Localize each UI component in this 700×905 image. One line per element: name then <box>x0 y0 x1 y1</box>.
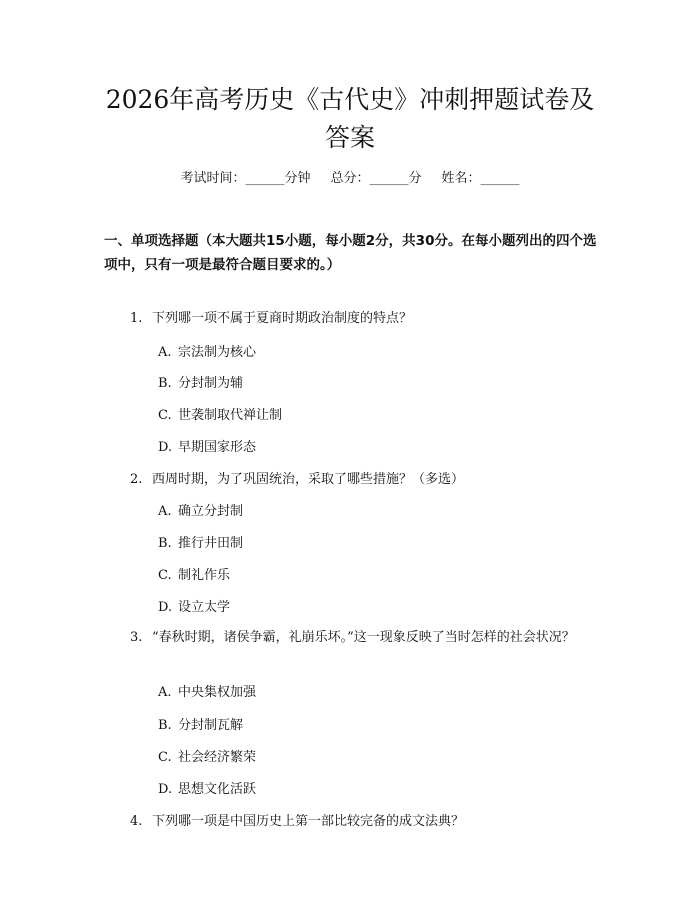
option-3a <box>158 683 256 703</box>
option-1b <box>158 374 243 394</box>
page-title: 2026年高考历史《古代史》冲刺押题试卷及 <box>105 85 595 114</box>
question-number: 4. <box>130 814 143 829</box>
option-label: A. <box>158 504 172 519</box>
option-3d <box>158 780 256 800</box>
option-1a <box>158 343 256 363</box>
option-2a <box>158 502 243 522</box>
option-label: C. <box>158 408 172 423</box>
exam-time-field: 考试时间：______分钟 <box>180 171 311 186</box>
option-label: A. <box>158 685 172 700</box>
option-text: 设立太学 <box>178 600 231 615</box>
option-1c <box>158 406 282 426</box>
exam-meta <box>0 167 700 186</box>
option-text: 思想文化活跃 <box>178 782 257 797</box>
option-text: 确立分封制 <box>178 504 244 519</box>
option-2c <box>158 566 230 586</box>
section-heading: 一、单项选择题（本大题共15小题，每小题2分，共30分。在每小题列出的四个选项中，只有一项是最符合题目要求的。） <box>104 233 597 273</box>
option-2d <box>158 598 230 618</box>
option-text: 分封制瓦解 <box>178 718 244 733</box>
option-label: B. <box>158 718 172 733</box>
question-number: 2. <box>130 472 143 487</box>
option-label: C. <box>158 750 172 765</box>
question-text: “春秋时期，诸侯争霸，礼崩乐坏。”这一现象反映了当时怎样的社会状况？ <box>152 630 575 645</box>
option-text: 世袭制取代禅让制 <box>178 408 283 423</box>
option-text: 宗法制为核心 <box>178 345 257 360</box>
option-label: B. <box>158 536 172 551</box>
option-label: D. <box>158 440 173 455</box>
question-3 <box>130 626 605 650</box>
question-4 <box>130 810 605 834</box>
total-score-field: 总分：______分 <box>330 171 422 186</box>
option-3c <box>158 748 256 768</box>
question-2 <box>130 468 605 492</box>
option-text: 推行井田制 <box>178 536 244 551</box>
option-text: 中央集权加强 <box>178 685 257 700</box>
option-text: 早期国家形态 <box>178 440 257 455</box>
name-field: 姓名：______ <box>441 171 520 186</box>
option-3b <box>158 716 243 736</box>
option-label: B. <box>158 376 172 391</box>
question-text: 西周时期，为了巩固统治，采取了哪些措施？（多选） <box>152 472 465 487</box>
option-label: D. <box>158 782 173 797</box>
question-text: 下列哪一项不属于夏商时期政治制度的特点？ <box>152 311 413 326</box>
page-title-continued: 答案 <box>324 123 375 152</box>
option-1d <box>158 438 256 458</box>
option-label: D. <box>158 600 173 615</box>
option-2b <box>158 534 243 554</box>
question-number: 1. <box>130 311 143 326</box>
question-1 <box>130 307 605 331</box>
question-number: 3. <box>130 630 143 645</box>
option-label: A. <box>158 345 172 360</box>
question-text: 下列哪一项是中国历史上第一部比较完备的成文法典？ <box>152 814 465 829</box>
option-text: 社会经济繁荣 <box>178 750 257 765</box>
option-text: 分封制为辅 <box>178 376 244 391</box>
option-text: 制礼作乐 <box>178 568 231 583</box>
option-label: C. <box>158 568 172 583</box>
